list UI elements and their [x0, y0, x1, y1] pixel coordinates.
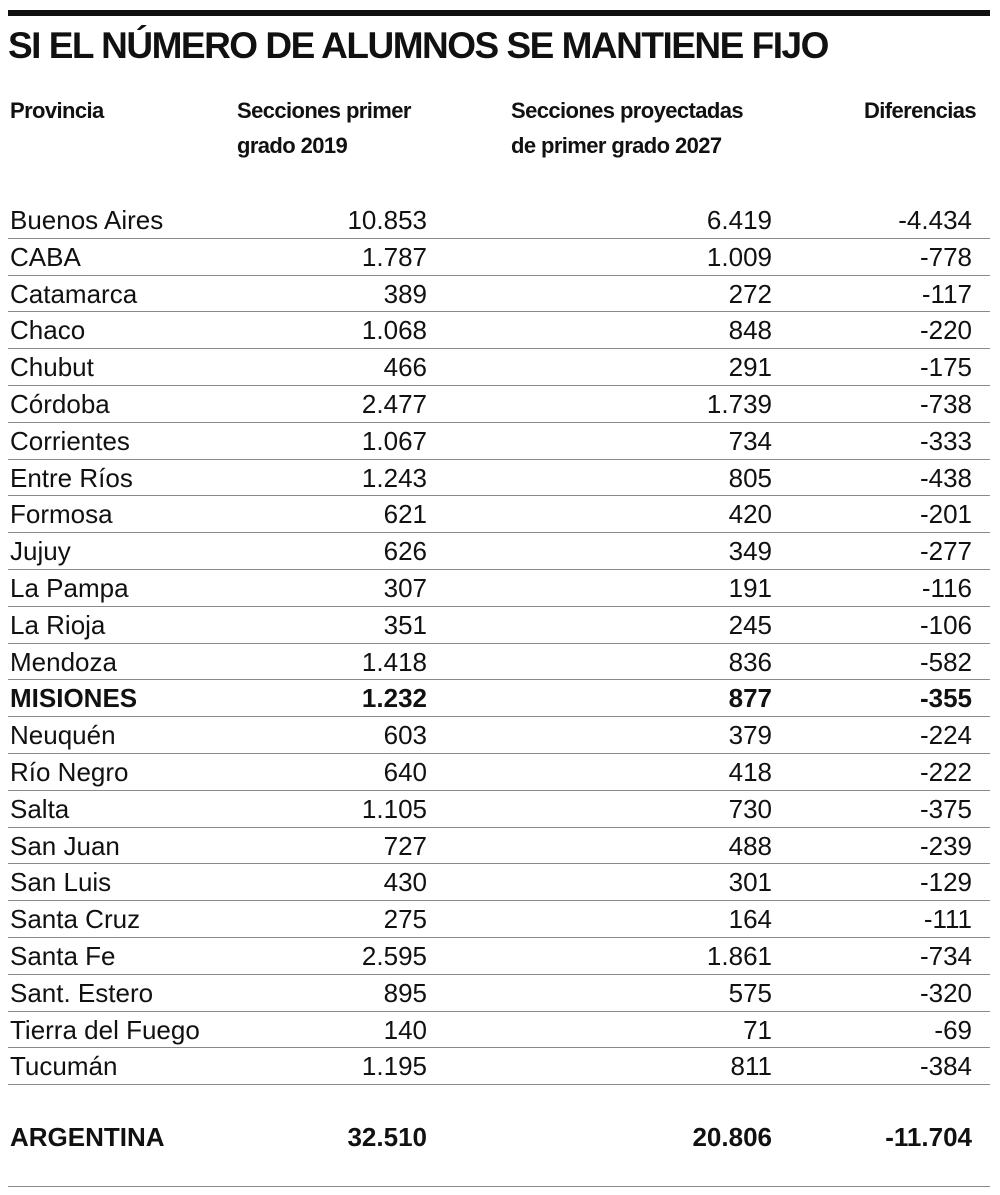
row-secciones-2027: 805: [728, 462, 772, 493]
row-secciones-2019: 466: [383, 352, 427, 383]
table-row: [8, 864, 990, 901]
row-provincia: Santa Cruz: [10, 904, 141, 935]
row-diferencia: -355: [919, 683, 972, 714]
row-secciones-2019: 1.418: [361, 646, 427, 677]
row-secciones-2019: 2.595: [361, 940, 427, 971]
row-provincia: Tucumán: [10, 1051, 118, 1082]
table-row: [8, 276, 990, 313]
row-secciones-2027: 730: [728, 793, 772, 824]
row-provincia: Sant. Estero: [10, 977, 154, 1008]
row-diferencia: -111: [923, 904, 972, 935]
row-provincia: San Luis: [10, 867, 112, 898]
row-secciones-2027: 848: [728, 315, 772, 346]
row-secciones-2019: 307: [383, 572, 427, 603]
row-diferencia: -384: [919, 1051, 972, 1082]
row-provincia: Buenos Aires: [10, 205, 164, 235]
row-secciones-2027: 734: [728, 425, 772, 456]
row-secciones-2027: 877: [728, 683, 772, 714]
row-secciones-2027: 811: [730, 1051, 772, 1082]
row-secciones-2027: 71: [743, 1014, 772, 1045]
row-secciones-2019: 1.787: [361, 241, 427, 272]
table-title: SI EL NÚMERO DE ALUMNOS SE MANTIENE FIJO: [8, 25, 828, 66]
header-secciones-2027-line2: de primer grado 2027: [511, 133, 722, 158]
row-secciones-2019: 1.068: [361, 315, 427, 346]
row-secciones-2019: 621: [383, 499, 427, 530]
total-provincia: ARGENTINA: [10, 1122, 165, 1152]
table-row: [8, 1012, 990, 1049]
header-secciones-2027: [511, 93, 801, 163]
row-secciones-2019: 1.195: [361, 1051, 427, 1082]
header-secciones-2019: [237, 93, 467, 163]
table-row: [8, 791, 990, 828]
row-diferencia: -320: [919, 977, 972, 1008]
row-secciones-2019: 895: [383, 977, 427, 1008]
row-provincia: Chaco: [10, 315, 86, 346]
row-secciones-2027: 418: [728, 756, 772, 787]
table-row: [8, 607, 990, 644]
row-diferencia: -69: [934, 1014, 972, 1045]
row-provincia: La Pampa: [10, 572, 129, 603]
row-secciones-2027: 245: [728, 609, 772, 640]
row-secciones-2027: 6.419: [706, 205, 772, 235]
row-secciones-2027: 301: [728, 867, 772, 898]
row-secciones-2019: 351: [383, 609, 427, 640]
row-secciones-2027: 488: [728, 830, 772, 861]
row-secciones-2019: 626: [383, 536, 427, 567]
bottom-rule: [8, 1186, 990, 1187]
row-diferencia: -201: [919, 499, 972, 530]
row-secciones-2019: 389: [383, 278, 427, 309]
row-provincia: Jujuy: [10, 536, 71, 567]
row-diferencia: -106: [919, 609, 972, 640]
row-diferencia: -4.434: [898, 205, 972, 235]
row-secciones-2027: 349: [728, 536, 772, 567]
row-diferencia: -220: [919, 315, 972, 346]
table-row: [8, 202, 990, 239]
row-provincia: Formosa: [10, 499, 113, 530]
header-provincia: Provincia: [10, 98, 104, 123]
table-row: [8, 533, 990, 570]
row-provincia: Mendoza: [10, 646, 117, 677]
row-diferencia: -224: [919, 720, 972, 751]
row-secciones-2019: 1.105: [361, 793, 427, 824]
total-row: [8, 1117, 990, 1157]
table-row: [8, 754, 990, 791]
row-provincia: Santa Fe: [10, 940, 116, 971]
row-diferencia: -438: [919, 462, 972, 493]
header-diferencias: Diferencias: [863, 98, 976, 123]
table-row: [8, 460, 990, 497]
table-row: [8, 975, 990, 1012]
row-secciones-2019: 603: [383, 720, 427, 751]
table-row: [8, 938, 990, 975]
header-secciones-2019-line2: grado 2019: [237, 133, 348, 158]
row-secciones-2019: 1.243: [361, 462, 427, 493]
row-provincia: Entre Ríos: [10, 462, 133, 493]
total-secciones-2027: 20.806: [692, 1122, 772, 1152]
row-secciones-2027: 191: [728, 572, 772, 603]
row-provincia: San Juan: [10, 830, 120, 861]
row-diferencia: -239: [919, 830, 972, 861]
row-secciones-2019: 140: [383, 1014, 427, 1045]
row-diferencia: -116: [921, 572, 972, 603]
row-diferencia: -734: [919, 940, 972, 971]
table-row: [8, 423, 990, 460]
row-secciones-2027: 291: [728, 352, 772, 383]
row-secciones-2027: 836: [728, 646, 772, 677]
table-row: [8, 680, 990, 717]
row-secciones-2027: 1.009: [706, 241, 772, 272]
row-secciones-2027: 575: [728, 977, 772, 1008]
row-provincia: Catamarca: [10, 278, 138, 309]
row-secciones-2019: 430: [383, 867, 427, 898]
table-row: [8, 312, 990, 349]
header-secciones-2027-line1: Secciones proyectadas: [511, 98, 743, 123]
table-row: [8, 570, 990, 607]
row-diferencia: -778: [919, 241, 972, 272]
row-provincia: Tierra del Fuego: [10, 1014, 200, 1045]
row-secciones-2027: 420: [728, 499, 772, 530]
row-provincia: Corrientes: [10, 425, 130, 456]
row-diferencia: -375: [919, 793, 972, 824]
row-diferencia: -277: [919, 536, 972, 567]
table-row: [8, 717, 990, 754]
top-rule: [8, 10, 990, 16]
row-diferencia: -738: [919, 388, 972, 419]
row-provincia: MISIONES: [10, 683, 138, 714]
table-row: [8, 386, 990, 423]
header-secciones-2019-line1: Secciones primer: [237, 98, 411, 123]
row-provincia: Río Negro: [10, 756, 129, 787]
row-secciones-2019: 10.853: [347, 205, 427, 235]
row-diferencia: -117: [921, 278, 972, 309]
row-secciones-2019: 727: [383, 830, 427, 861]
table-row: [8, 239, 990, 276]
row-diferencia: -222: [919, 756, 972, 787]
table-row: [8, 349, 990, 386]
row-secciones-2019: 1.067: [361, 425, 427, 456]
row-provincia: La Rioja: [10, 609, 106, 640]
row-diferencia: -333: [919, 425, 972, 456]
row-secciones-2027: 1.739: [706, 388, 772, 419]
table-body: [8, 202, 990, 1085]
row-secciones-2027: 164: [728, 904, 772, 935]
table-row: [8, 901, 990, 938]
row-provincia: Córdoba: [10, 388, 110, 419]
row-secciones-2019: 640: [383, 756, 427, 787]
row-provincia: Chubut: [10, 352, 94, 383]
row-diferencia: -129: [919, 867, 972, 898]
row-secciones-2027: 379: [728, 720, 772, 751]
total-diferencia: -11.704: [885, 1122, 972, 1152]
row-secciones-2019: 2.477: [361, 388, 427, 419]
row-diferencia: -175: [919, 352, 972, 383]
row-provincia: Neuquén: [10, 720, 116, 751]
row-secciones-2027: 1.861: [706, 940, 772, 971]
row-secciones-2019: 275: [383, 904, 427, 935]
table-row: [8, 644, 990, 681]
table-row: [8, 828, 990, 865]
total-secciones-2019: 32.510: [347, 1122, 427, 1152]
table-row: [8, 496, 990, 533]
row-diferencia: -582: [919, 646, 972, 677]
table-row: [8, 1048, 990, 1085]
row-secciones-2019: 1.232: [361, 683, 427, 714]
row-secciones-2027: 272: [728, 278, 772, 309]
row-provincia: CABA: [10, 241, 81, 272]
row-provincia: Salta: [10, 793, 70, 824]
